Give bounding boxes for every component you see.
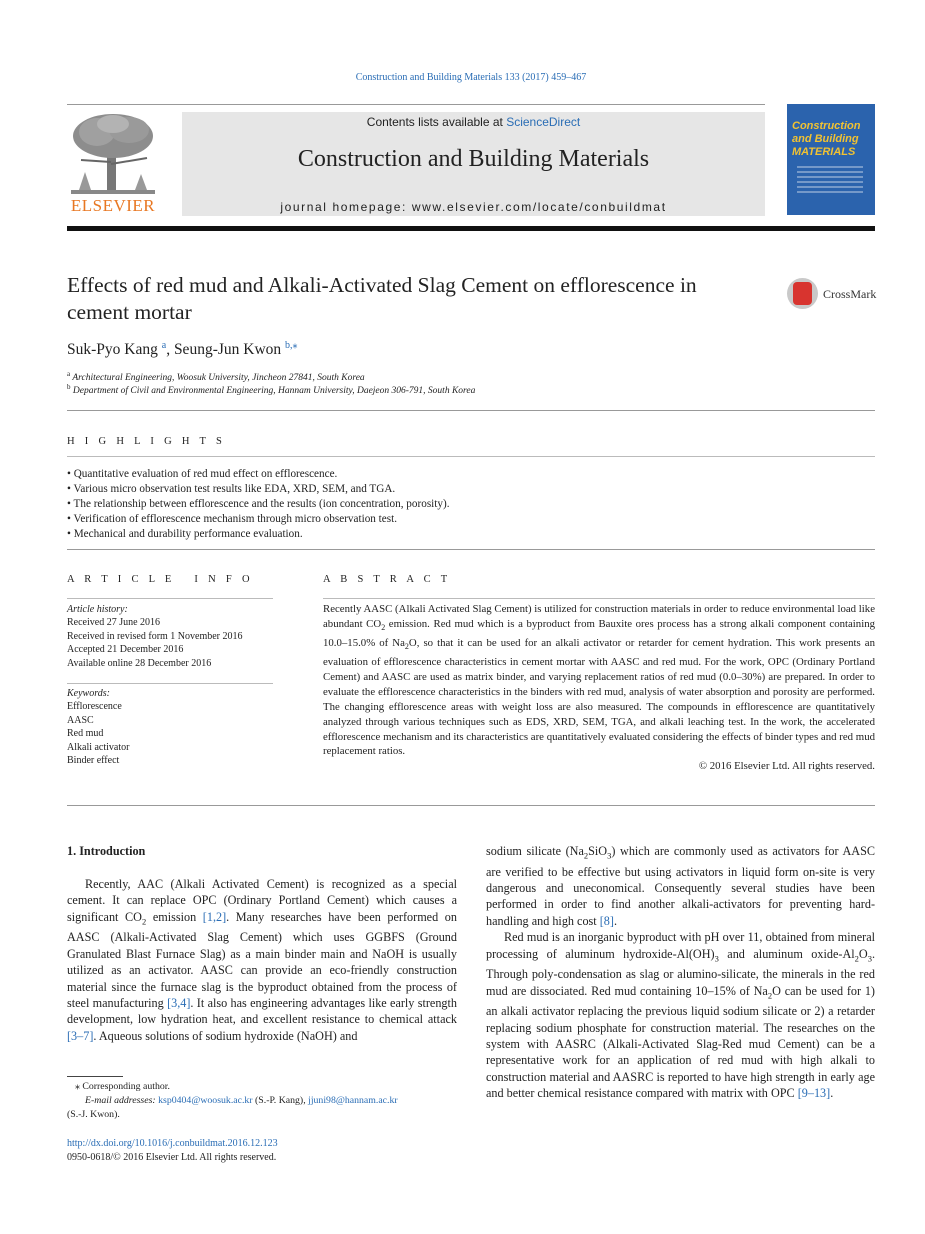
body-paragraph: Recently, AAC (Alkali Activated Cement) is recognized as a special cement. It can replace OPC (Ordinary Portland Cement) which causes a significant $CO_2$ emission [1,2]. Many researches have been performed on AASC (Alkali-Activated Slag Cement) which uses GGBFS (Ground Granulated Blast Furnace Slag) as a main binder main and NaOH is usually utilized as an activator. AASC can provide an eco-friendly construction material since the furnace slag is the byproduct obtained from the process of steel manufacturing [3,4]. It also has engineering advantages like early strength development, low hydration heat, and excellent resistance to chemical attack [3–7]. Aqueous solutions of sodium hydroxide (NaOH) and [67, 877, 457, 1043]
doi-link[interactable]: http://dx.doi.org/10.1016/j.conbuildmat.2016.12.123 [67, 1138, 278, 1149]
article-info-rule [67, 598, 273, 599]
email-link[interactable]: ksp0404@woosuk.ac.kr [158, 1095, 253, 1106]
crossmark-icon [787, 278, 818, 309]
body-paragraph: Red mud is an inorganic byproduct with pH over 11, obtained from mineral processing of aluminum hydroxide-$Al(OH)_3$ and aluminum oxide-$Al_2O_3$. Through poly-condensation as slag or alumino-silicate, the minerals in the red mud are dissociated. Red mud containing 10–15% of $Na_2O$ can be used for 1) an alkali activator replacing the previous liquid sodium silicate or 2) a retarder replacing sodium phosphate for construction material. The researches on the system with AASRC (Alkali-Activated Slag-Red mud Cement) can be a representative work for an application of red mud with high alkali to construction material and AASRC is reported to have high strength in early age and better chemical resistance compared with matrix with OPC [9–13]. [486, 930, 875, 1101]
sciencedirect-link[interactable]: ScienceDirect [506, 115, 581, 129]
body-column-left [67, 876, 457, 1044]
affiliation-mark: b [67, 383, 71, 391]
abstract-heading: A B S T R A C T [323, 574, 451, 585]
affiliation-text: Architectural Engineering, Woosuk University, Jincheon 27841, South Korea [72, 373, 365, 384]
email-line: E-mail addresses: ksp0404@woosuk.ac.kr (S.-P. Kang), jjuni98@hannam.ac.kr [85, 1095, 398, 1106]
cover-title-line-1: Construction [792, 120, 861, 132]
cover-title [792, 120, 860, 159]
keyword-item: Red mud [67, 728, 104, 740]
list-item: • Various micro observation test results like EDA, XRD, SEM, and TGA. [67, 483, 396, 495]
intro-heading: 1. Introduction [67, 844, 146, 858]
highlights-heading: H I G H L I G H T S [67, 436, 226, 447]
affiliation-text: Department of Civil and Environmental Engineering, Hannam University, Daejeon 306-791, South Korea [72, 386, 476, 397]
citation-link[interactable]: [8] [599, 913, 614, 928]
keyword-item: Efflorescence [67, 701, 122, 713]
history-item: Available online 28 December 2016 [67, 657, 212, 669]
keywords-rule [67, 683, 273, 684]
article-info-heading: A R T I C L E I N F O [67, 574, 254, 585]
email-label: E-mail addresses: [85, 1095, 159, 1106]
header-thick-rule [67, 226, 875, 231]
body-paragraph: sodium silicate $(Na_2SiO_3)$ which are commonly used as activators for AASC are verified to be effective but using activators in liquid form on-site is very dangerous and uneconomical. Consequently several studies have been performed in order to find another alkali-activators for preventing hard-handling and high cost [8]. [486, 844, 875, 928]
list-item: • Verification of efflorescence mechanism through micro observation test. [67, 513, 398, 525]
history-item: Accepted 21 December 2016 [67, 644, 184, 656]
body-column-right [486, 843, 875, 1101]
corresponding-author-note: ⁎ Corresponding author. [75, 1081, 170, 1092]
section-rule [67, 549, 875, 550]
journal-banner [182, 112, 765, 216]
email-link[interactable]: jjuni98@hannam.ac.kr [308, 1095, 398, 1106]
journal-homepage[interactable]: journal homepage: www.elsevier.com/locate/conbuildmat [280, 200, 667, 214]
citation-link[interactable]: [9–13] [797, 1086, 831, 1101]
affiliation-b [67, 383, 475, 396]
article-title [67, 272, 777, 326]
list-item: • The relationship between efflorescence and the results (ion concentration, porosity). [67, 498, 450, 510]
journal-name: Construction and Building Materials [297, 146, 650, 172]
contents-prefix: Contents lists available at [366, 115, 507, 129]
crossmark-label: CrossMark [823, 287, 877, 301]
issn-line: 0950-0618/© 2016 Elsevier Ltd. All rights reserved. [67, 1151, 277, 1163]
citation-link[interactable]: [3–7] [67, 1028, 94, 1043]
author-name: Seung-Jun Kwon [173, 341, 282, 359]
citation-link[interactable]: [1,2] [202, 909, 227, 924]
history-item: Received 27 June 2016 [67, 617, 161, 629]
highlights-list [67, 467, 450, 542]
header-rule [67, 104, 765, 105]
highlights-rule [67, 456, 875, 457]
abstract-paragraph: Recently AASC (Alkali Activated Slag Cement) is utilized for construction materials in order to reduce environmental load like abundant $CO_2$ emission. Red mud which is a byproduct from Bauxite ores process has a strong alkali component containing 10.0–15.0% of $Na_2O$, so that it can be used for an alkali activator or retarder for cement hydration. This work presents an evaluation of efflorescence characteristics in cement mortar with AASC and red mud. For the work, OPC (Ordinary Portland Cement) and AASC are used as matrix binder, and varying replacement ratios of red mud (0.0–30%) are prepared. In order to evaluate the efflorescence characteristics in the binders with red mud, analysis of water absorption and porosity are performed. The changing efflorescence areas with weight loss are also measured. The compounds in efflorescence are quantitatively analyzed through various techniques such as EDS, XRD, SEM, TGA, and alkali leaching test. In the work, the accelerated efflorescence mechanism and its characteristics are quantitatively evaluated considering the effects of binder types and red mud replacement ratios. [323, 603, 875, 758]
author-list: Suk-Pyo Kang $^a$, Seung-Jun Kwon $^{b,⁎}$ [67, 340, 298, 359]
section-rule [67, 410, 875, 411]
affiliation-a [67, 370, 365, 383]
doi-block [67, 1137, 278, 1164]
article-title-line-2: cement mortar [67, 300, 192, 324]
abstract-copyright: © 2016 Elsevier Ltd. All rights reserved. [698, 760, 875, 773]
author-affiliation-mark[interactable]: b,⁎ [285, 340, 298, 351]
author-name: Suk-Pyo Kang [67, 341, 158, 359]
cover-title-line-3: MATERIALS [792, 146, 856, 158]
list-item: • Mechanical and durability performance evaluation. [67, 528, 303, 540]
journal-citation[interactable]: Construction and Building Materials 133 (2017) 459–467 [355, 72, 587, 83]
journal-cover [787, 104, 875, 215]
cover-title-line-2: and Building [792, 133, 859, 145]
abstract-rule [323, 598, 875, 599]
keyword-item: Binder effect [67, 755, 120, 767]
keywords [67, 687, 129, 767]
elsevier-logo [67, 112, 159, 216]
keyword-item: AASC [67, 714, 94, 726]
email-owner: (S.-J. Kwon). [67, 1109, 120, 1120]
citation-link[interactable]: [3,4] [167, 995, 191, 1010]
section-rule [67, 805, 875, 806]
keyword-item: Alkali activator [67, 741, 130, 753]
crossmark-badge[interactable] [787, 278, 887, 312]
abstract-text [323, 602, 875, 774]
article-history-label: Article history: [67, 604, 128, 615]
cover-decoration [797, 166, 863, 196]
tree-logo-icon [67, 112, 159, 196]
elsevier-wordmark: ELSEVIER [70, 196, 156, 215]
keywords-label: Keywords: [67, 688, 110, 699]
author-affiliation-mark[interactable]: a [161, 340, 167, 351]
footnote-rule [67, 1076, 123, 1077]
article-history [67, 603, 243, 670]
footnote [67, 1080, 459, 1122]
affiliation-mark: a [67, 370, 71, 378]
article-title-line-1: Effects of red mud and Alkali-Activated Slag Cement on efflorescence in [67, 273, 697, 297]
contents-line [182, 115, 765, 129]
list-item: • Quantitative evaluation of red mud effect on efflorescence. [67, 468, 338, 480]
history-item: Received in revised form 1 November 2016 [67, 630, 243, 642]
